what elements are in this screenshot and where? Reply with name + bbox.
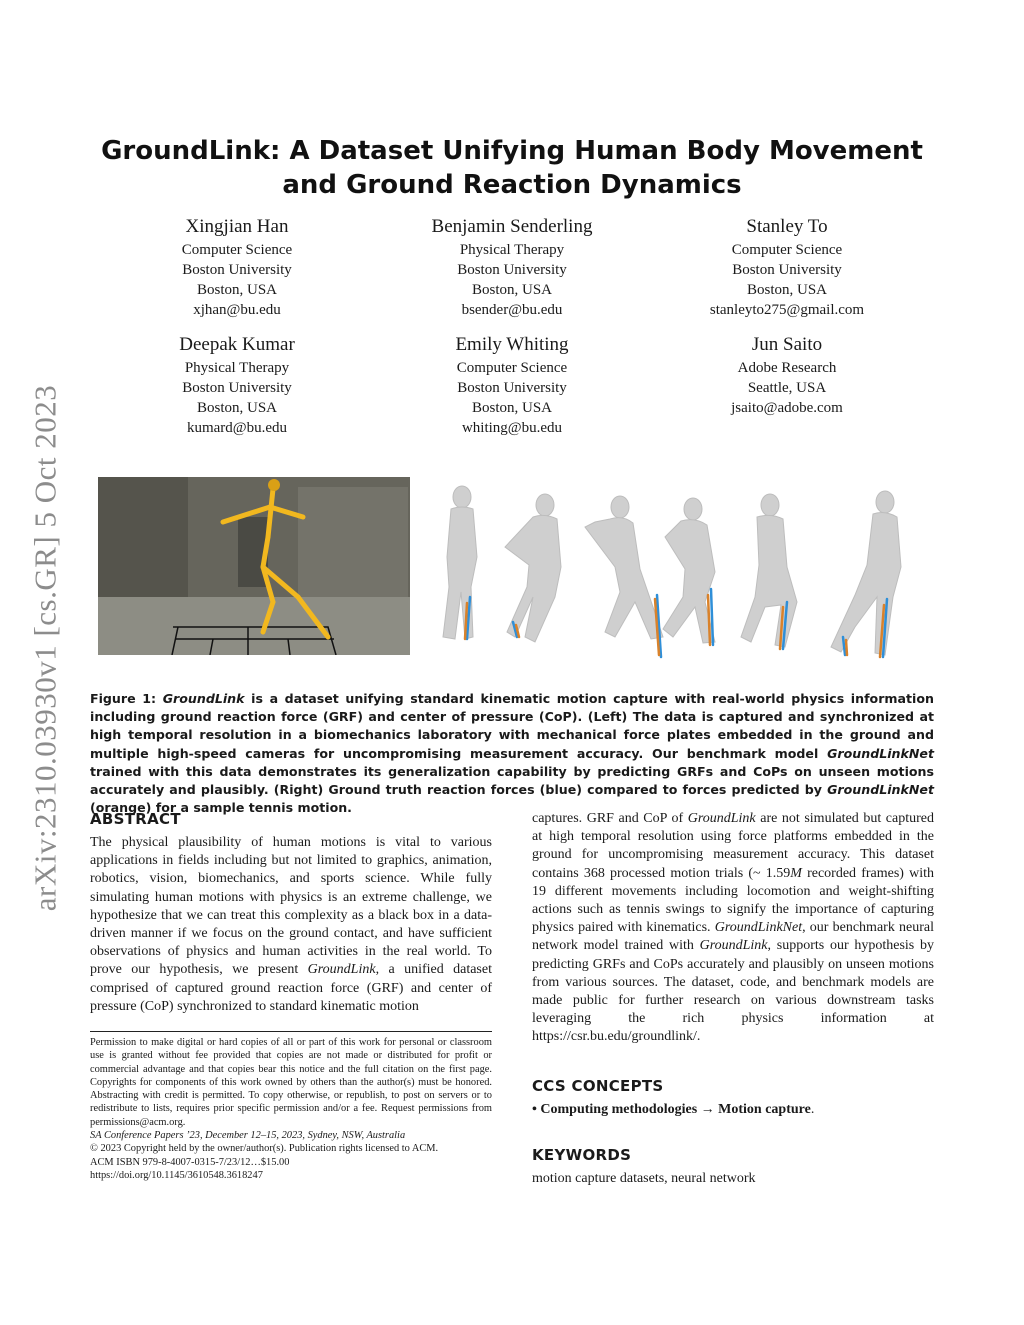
dataset-name: GroundLink	[162, 691, 245, 706]
author-block	[392, 332, 632, 438]
author-location: Boston, USA	[746, 282, 828, 298]
author-location: Seattle, USA	[747, 380, 827, 396]
author-email[interactable]: stanleyto275@gmail.com	[709, 302, 865, 318]
author-dept: Computer Science	[181, 242, 293, 258]
mannequin-figure	[443, 486, 477, 639]
figure-caption	[90, 690, 934, 817]
author-dept: Computer Science	[731, 242, 843, 258]
author-block	[667, 214, 907, 320]
abstract-paragraph: The physical plausibility of human motions is vital to various applications in fields including but not limited to graphics, animation, robotics, vision, biomechanics, and sports science. While fully simulating human motions with physics is an extreme challenge, we hypothesize that we can treat this complexity as a black box in a data-driven manner if we focus on the ground contact, and have sufficient observations of physics and human activities in the real world. To prove our hypothesis, we present	[90, 835, 492, 978]
author-name: Xingjian Han	[185, 216, 289, 237]
author-name: Jun Saito	[751, 334, 823, 355]
mannequin-figure	[831, 491, 901, 655]
abstract-paragraph: , a unified dataset comprised of captured ground reaction force (GRF) and center of pressure (CoP) synchronized to standard kinematic motion	[90, 962, 492, 1014]
dataset-name: GroundLink	[699, 938, 768, 954]
figure-label: Figure 1:	[90, 691, 157, 706]
caption-text: (orange) for a sample tennis motion.	[90, 800, 352, 816]
tennis-motion-sequence	[415, 477, 935, 662]
abstract-text	[90, 834, 492, 1016]
predicted-force-arrow	[846, 640, 847, 655]
paragraph-text: are not simulated but captured at high temporal resolution using force platforms embedded in the ground for uncompromising measurement accuracy. This dataset contains 368 processed motion trials (~ 1.59	[532, 811, 935, 881]
dataset-name: GroundLink	[307, 962, 376, 978]
ccs-item: • Computing methodologies → Motion capture	[532, 1102, 811, 1117]
abstract-heading: ABSTRACT	[90, 810, 181, 828]
author-block	[392, 214, 632, 320]
author-email[interactable]: xjhan@bu.edu	[193, 302, 281, 318]
dataset-name: GroundLink	[687, 811, 756, 826]
isbn-line: ACM ISBN 979-8-4007-0315-7/23/12…$15.00	[90, 1156, 290, 1168]
ccs-end: .	[810, 1102, 815, 1117]
author-email[interactable]: jsaito@adobe.com	[731, 400, 843, 416]
lab-capture-illustration	[98, 477, 410, 655]
author-name: Emily Whiting	[455, 334, 569, 355]
model-name: GroundLinkNet	[827, 745, 934, 761]
ccs-concepts	[532, 1101, 934, 1119]
author-org: Boston University	[182, 262, 292, 278]
conference-info: SA Conference Papers ’23, December 12–15, 2023, Sydney, NSW, Australia	[90, 1130, 406, 1142]
permission-text: Permission to make digital or hard copies of all or part of this work for personal or classroom use is granted without fee provided that copies are not made or distributed for profit or commercial advantage and that copies bear this notice and the full citation on the first page. Copyrights for components of this work owned by others than the author(s) must be honored. Abstracting with credit is permitted. To copy otherwise, or republish, to post on servers or to redistribute to lists, requires prior specific permission and/or a fee. Request permissions from permissions@acm.org.	[90, 1037, 492, 1128]
mannequin-figure	[741, 494, 797, 647]
author-org: Boston University	[457, 262, 567, 278]
footnote-divider	[90, 1031, 492, 1032]
keywords-heading: KEYWORDS	[532, 1146, 632, 1164]
author-block	[667, 332, 907, 418]
author-location: Boston, USA	[471, 282, 553, 298]
paragraph-text: , our benchmark neural network model trained with	[532, 920, 934, 954]
mannequin-figure	[663, 498, 715, 643]
author-block	[117, 214, 357, 320]
author-dept: Computer Science	[456, 360, 568, 376]
force-pair	[843, 637, 847, 655]
paragraph-text: , supports our hypothesis by predicting GRFs and CoPs accurately and plausibly on unseen motions from various sources. The dataset, code, and benchmark models are made public for further research on various downstream tasks leveraging the rich physics information at https://csr.bu.edu/groundlink/.	[532, 938, 934, 1045]
caption-text: trained with this data demonstrates its generalization capability by predicting GRFs and CoPs on unseen motions accurately and plausibly. (Right) Ground truth reaction forces (blue) compared to forces predicted by	[90, 763, 934, 798]
model-name: GroundLinkNet	[714, 920, 803, 936]
permission-notice	[90, 1036, 492, 1182]
author-location: Boston, USA	[196, 400, 278, 416]
copyright-line: © 2023 Copyright held by the owner/author(s). Publication rights licensed to ACM.	[90, 1143, 439, 1155]
author-org: Adobe Research	[737, 360, 837, 376]
lab-capture-photo	[98, 477, 410, 655]
mannequin-figure	[585, 496, 663, 639]
author-dept: Physical Therapy	[184, 360, 290, 376]
force-comparison-illustration	[415, 477, 935, 662]
author-email[interactable]: kumard@bu.edu	[186, 420, 288, 436]
author-dept: Physical Therapy	[459, 242, 565, 258]
paper-title: GroundLink: A Dataset Unifying Human Body Movement and Ground Reaction Dynamics	[101, 136, 923, 200]
mannequin-figure	[505, 494, 561, 642]
force-pair	[708, 589, 713, 645]
author-block	[117, 332, 357, 438]
arxiv-id-text: arXiv:2310.03930v1 [cs.GR] 5 Oct 2023	[27, 384, 62, 912]
author-org: Boston University	[732, 262, 842, 278]
author-email[interactable]: bsender@bu.edu	[461, 302, 563, 318]
author-location: Boston, USA	[196, 282, 278, 298]
paragraph-text: captures. GRF and CoP of	[532, 811, 688, 826]
caption-text: is a dataset unifying standard kinematic motion capture with real-world physics information including ground reaction force (GRF) and center of pressure (CoP). (Left) The data is captured and synchronized at high temporal resolution in a biomechanics laboratory with mechanical force plates embedded in the ground and multiple high-speed cameras for uncompromising measurement accuracy. Our benchmark model	[90, 691, 934, 761]
math-symbol: M	[790, 865, 802, 881]
author-name: Stanley To	[746, 216, 828, 237]
author-location: Boston, USA	[471, 400, 553, 416]
author-org: Boston University	[457, 380, 567, 396]
arxiv-stamp	[22, 365, 68, 931]
author-name: Benjamin Senderling	[431, 216, 593, 237]
doi-link[interactable]: https://doi.org/10.1145/3610548.3618247	[90, 1169, 263, 1181]
model-name: GroundLinkNet	[827, 782, 934, 798]
author-org: Boston University	[182, 380, 292, 396]
force-pair	[655, 595, 661, 657]
author-name: Deepak Kumar	[179, 334, 295, 355]
keywords-text: motion capture datasets, neural network	[532, 1171, 756, 1186]
abstract-continuation	[532, 810, 934, 1047]
author-email[interactable]: whiting@bu.edu	[461, 420, 563, 436]
ccs-heading: CCS CONCEPTS	[532, 1077, 664, 1095]
paragraph-text: recorded frames) with 19 different movements including locomotion and weight-shifting actions such as tennis swings to signify the importance of capturing physics paired with kinematics.	[532, 865, 934, 936]
